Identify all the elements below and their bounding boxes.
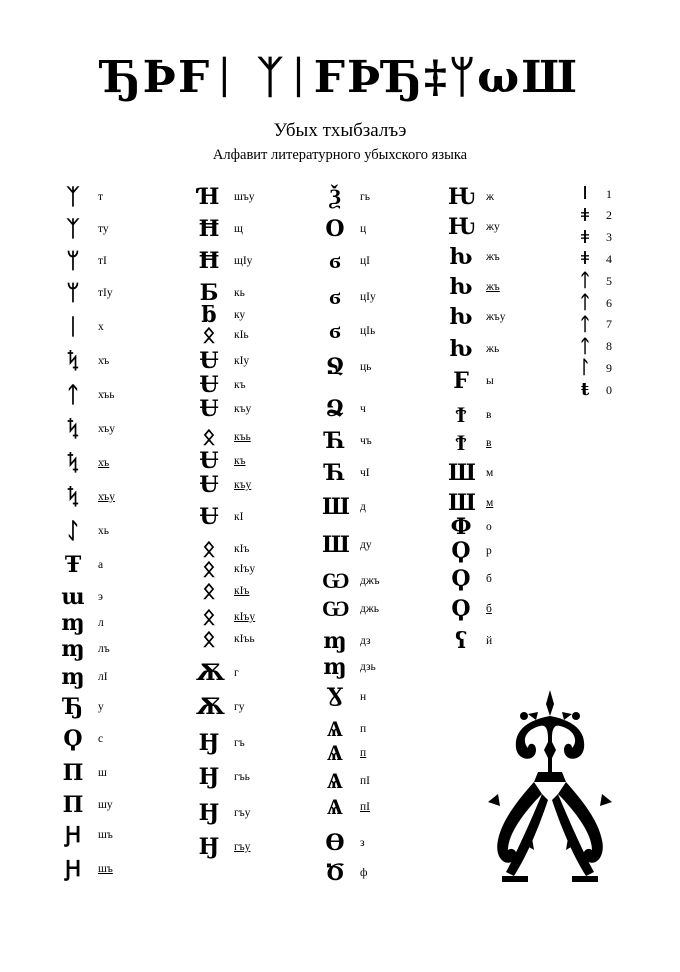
- ubykh-glyph: Ʉ: [199, 472, 219, 498]
- cyrillic-value: гъ: [234, 737, 245, 749]
- ubykh-glyph: Ʉ: [199, 348, 219, 374]
- alphabet-entry: [60, 279, 113, 307]
- ubykh-glyph: Ѳ: [325, 830, 345, 856]
- cyrillic-value: хъу: [98, 423, 116, 435]
- ubykh-glyph: Ѧ: [327, 740, 343, 766]
- alphabet-entry: [196, 215, 243, 243]
- ornamental-emblem-icon: [488, 690, 613, 890]
- cyrillic-value: с: [98, 733, 104, 745]
- ubykh-glyph: Ʉ: [199, 448, 219, 474]
- ubykh-glyph: Ћ: [324, 460, 346, 486]
- ubykh-glyph: Ѧ: [327, 716, 343, 742]
- alphabet-entry: [196, 247, 252, 275]
- ubykh-glyph: Ѫ: [196, 694, 225, 720]
- alphabet-entry: [322, 595, 379, 623]
- alphabet-entry: [60, 609, 104, 637]
- ubykh-glyph: Ɦ: [198, 184, 220, 210]
- cyrillic-value: ду: [360, 539, 372, 551]
- cyrillic-value: ч: [360, 403, 366, 415]
- alphabet-entry: [448, 213, 500, 241]
- ubykh-glyph: Ӈ: [198, 764, 220, 790]
- alphabet-entry: [448, 303, 506, 331]
- alphabet-entry: [322, 531, 372, 559]
- cyrillic-value: у: [98, 701, 104, 713]
- ubykh-glyph: Ջ: [325, 354, 345, 380]
- cyrillic-value: къь: [234, 431, 251, 443]
- numeral-value: 3: [606, 230, 612, 245]
- ubykh-glyph: Ѡ: [322, 596, 350, 622]
- ubykh-glyph: Ϝ: [453, 368, 469, 394]
- ubykh-glyph: ɱ: [61, 636, 85, 662]
- alphabet-entry: [60, 313, 104, 341]
- alphabet-entry: [60, 551, 103, 579]
- ubykh-glyph: ϭ: [329, 318, 341, 344]
- ubykh-glyph: Ο: [325, 216, 345, 242]
- alphabet-entry: [60, 215, 109, 243]
- alphabet-entry: [60, 583, 103, 611]
- cyrillic-value: къу: [234, 479, 252, 491]
- ubykh-glyph: Ѡ: [322, 568, 350, 594]
- alphabet-entry: [448, 429, 491, 457]
- alphabet-entry: [60, 483, 115, 511]
- alphabet-entry: [60, 517, 109, 545]
- cyrillic-value: къу: [234, 403, 252, 415]
- cyrillic-value: хъ: [98, 457, 110, 469]
- alphabet-entry: [196, 625, 255, 653]
- numeral-value: 7: [606, 317, 612, 332]
- cyrillic-value: чъ: [360, 435, 372, 447]
- cyrillic-value: шъ: [98, 863, 113, 875]
- ubykh-glyph: ᛉ: [66, 184, 80, 210]
- ubykh-glyph: Ձ: [325, 396, 345, 422]
- ubykh-glyph: Ϯ: [455, 402, 467, 428]
- alphabet-entry: [448, 183, 494, 211]
- alphabet-entry: [322, 317, 375, 345]
- ubykh-glyph: Ħ: [198, 216, 220, 242]
- ubykh-glyph: Ƕ: [448, 214, 475, 240]
- ubykh-glyph: ᛪ: [66, 348, 80, 374]
- alphabet-entry: [60, 247, 107, 275]
- cyrillic-value: кI: [234, 511, 244, 523]
- cyrillic-value: лъ: [98, 643, 110, 655]
- alphabet-entry: [322, 859, 367, 887]
- cyrillic-value: жъ: [486, 281, 500, 293]
- alphabet-entry: [448, 595, 492, 623]
- numeral-glyph: ǂ: [580, 204, 590, 226]
- cyrillic-value: гъу: [234, 841, 251, 853]
- numeral-value: 5: [606, 273, 612, 288]
- cyrillic-value: п: [360, 723, 367, 735]
- ubykh-glyph: Ŧ: [64, 552, 82, 578]
- ubykh-glyph: Ѧ: [327, 794, 343, 820]
- cyrillic-value: жь: [486, 343, 500, 355]
- alphabet-entry: [322, 215, 366, 243]
- cyrillic-value: ж: [486, 191, 494, 203]
- cyrillic-value: а: [98, 559, 104, 571]
- numeral-glyph: ᛏ: [579, 292, 591, 313]
- ubykh-glyph: Ш: [322, 532, 350, 558]
- ubykh-glyph: ᛪ: [66, 450, 80, 476]
- cyrillic-value: цI: [360, 255, 370, 267]
- alphabet-entry: [196, 763, 250, 791]
- cyrillic-value: ку: [234, 309, 246, 321]
- cyrillic-value: цIу: [360, 291, 376, 303]
- cyrillic-value: дз: [360, 635, 371, 647]
- cyrillic-value: пI: [360, 775, 370, 787]
- cyrillic-value: ш: [98, 767, 107, 779]
- cyrillic-value: ы: [486, 375, 494, 387]
- ubykh-glyph: ɱ: [323, 628, 347, 654]
- alphabet-entry: [196, 183, 255, 211]
- alphabet-entry: [448, 627, 492, 655]
- cyrillic-value: кIъ: [234, 543, 250, 555]
- cyrillic-value: джъ: [360, 575, 380, 587]
- ubykh-glyph: ʕ: [454, 628, 468, 654]
- ubykh-glyph: Ѫ: [196, 660, 225, 686]
- cyrillic-value: т: [98, 191, 104, 203]
- alphabet-entry: [322, 829, 365, 857]
- ubykh-glyph: Ш: [322, 494, 350, 520]
- cyrillic-value: лI: [98, 671, 108, 683]
- ubykh-glyph: Ɣ: [326, 684, 344, 710]
- cyrillic-value: шъ: [98, 829, 113, 841]
- cyrillic-value: чI: [360, 467, 370, 479]
- numeral-glyph: ᛚ: [579, 357, 591, 379]
- ubykh-glyph: ɱ: [61, 610, 85, 636]
- ubykh-glyph: ᛘ: [66, 248, 80, 274]
- cyrillic-value: гъь: [234, 771, 250, 783]
- alphabet-entry: [322, 653, 376, 681]
- cyrillic-value: гъу: [234, 807, 251, 819]
- ubykh-glyph: Ф: [450, 514, 472, 540]
- ubykh-glyph: Ѯ: [329, 184, 341, 210]
- ubykh-glyph: ϭ: [329, 284, 341, 310]
- alphabet-entry: [448, 537, 492, 565]
- alphabet-entry: [196, 321, 249, 349]
- ubykh-glyph: ᛟ: [202, 556, 216, 582]
- ubykh-glyph: Ԩ: [64, 822, 82, 848]
- ubykh-glyph: ᛉ: [66, 216, 80, 242]
- alphabet-entry: [196, 395, 251, 423]
- cyrillic-value: р: [486, 545, 492, 557]
- ubykh-glyph: Ʉ: [199, 396, 219, 422]
- ubykh-glyph: Ӈ: [198, 834, 220, 860]
- alphabet-entry: [322, 793, 370, 821]
- numeral-entry: [576, 379, 612, 401]
- ubykh-glyph: ᛏ: [66, 382, 80, 408]
- ubykh-glyph: ᛇ: [66, 518, 80, 544]
- cyrillic-value: цIь: [360, 325, 376, 337]
- alphabet-entry: [448, 273, 500, 301]
- alphabet-entry: [196, 833, 250, 861]
- ubykh-glyph: Ђ: [63, 694, 83, 720]
- ubykh-glyph: ᛪ: [66, 416, 80, 442]
- cyrillic-value: б: [486, 573, 492, 585]
- ubykh-glyph: Ծ: [325, 860, 345, 886]
- cyrillic-value: кIъь: [234, 633, 255, 645]
- ubykh-glyph: Ʉ: [199, 504, 219, 530]
- alphabet-entry: [60, 347, 109, 375]
- ubykh-glyph: ƕ: [449, 244, 473, 270]
- alphabet-entry: [60, 693, 104, 721]
- cyrillic-value: къ: [234, 455, 246, 467]
- alphabet-entry: [60, 663, 108, 691]
- cyrillic-value: ць: [360, 361, 372, 373]
- cyrillic-value: жъу: [486, 311, 506, 323]
- alphabet-entry: [448, 243, 500, 271]
- title-glyph-text: ЂϷϜᛁ ᛉᛁϜϷЂ‡ᛘωШ: [100, 52, 580, 103]
- cyrillic-value: кIь: [234, 329, 249, 341]
- cyrillic-value: шу: [98, 799, 113, 811]
- cyrillic-value: о: [486, 521, 492, 533]
- alphabet-entry: [322, 739, 366, 767]
- ubykh-glyph: Ћ: [324, 428, 346, 454]
- cyrillic-value: н: [360, 691, 367, 703]
- alphabet-entry: [448, 401, 491, 429]
- alphabet-entry: [322, 247, 370, 275]
- cyrillic-value: хъу: [98, 491, 116, 503]
- cyrillic-value: хъь: [98, 389, 115, 401]
- numeral-glyph: ŧ: [580, 379, 590, 401]
- alphabet-entry: [322, 627, 371, 655]
- numeral-glyph: ᛏ: [579, 335, 591, 357]
- alphabet-entry: [60, 759, 107, 787]
- ubykh-glyph: Ʉ: [199, 372, 219, 398]
- cyrillic-value: й: [486, 635, 493, 647]
- ubykh-glyph: Ƃ: [199, 280, 219, 306]
- alphabet-entry: [322, 567, 380, 595]
- ubykh-glyph: Π: [62, 792, 84, 818]
- ubykh-glyph: Ϙ: [451, 566, 471, 592]
- cyrillic-value: кь: [234, 287, 245, 299]
- ubykh-glyph: ᛪ: [66, 484, 80, 510]
- cyrillic-value: п: [360, 747, 367, 759]
- cyrillic-value: ф: [360, 867, 368, 879]
- alphabet-entry: [322, 493, 366, 521]
- ubykh-glyph: Ш: [448, 490, 476, 516]
- alphabet-entry: [60, 183, 103, 211]
- cyrillic-value: д: [360, 501, 366, 513]
- ubykh-glyph: ɱ: [323, 654, 347, 680]
- cyrillic-value: жу: [486, 221, 500, 233]
- cyrillic-value: м: [486, 467, 494, 479]
- alphabet-entry: [322, 767, 370, 795]
- cyrillic-value: пI: [360, 801, 370, 813]
- cyrillic-value: з: [360, 837, 365, 849]
- cyrillic-value: хь: [98, 525, 109, 537]
- alphabet-entry: [196, 577, 249, 605]
- alphabet-entry: [60, 791, 113, 819]
- alphabet-entry: [322, 459, 370, 487]
- alphabet-entry: [60, 855, 113, 883]
- numeral-value: 6: [606, 295, 612, 310]
- numeral-value: 8: [606, 339, 612, 354]
- ubykh-glyph: Ш: [448, 460, 476, 486]
- cyrillic-value: кIу: [234, 355, 250, 367]
- ubykh-glyph: ɱ: [61, 664, 85, 690]
- ubykh-glyph: Ħ: [198, 248, 220, 274]
- ubykh-glyph: ƃ: [201, 302, 217, 328]
- ubykh-glyph: ᛟ: [202, 604, 216, 630]
- cyrillic-value: б: [486, 603, 492, 615]
- alphabet-entry: [322, 183, 370, 211]
- cyrillic-value: м: [486, 497, 494, 509]
- alphabet-entry: [196, 693, 244, 721]
- ubykh-glyph: ƕ: [449, 336, 473, 362]
- ubykh-glyph: Ϙ: [451, 596, 471, 622]
- ubykh-glyph: ᛟ: [202, 424, 216, 450]
- alphabet-entry: [60, 725, 103, 753]
- ubykh-glyph: ϭ: [329, 248, 341, 274]
- cyrillic-value: в: [486, 437, 492, 449]
- alphabet-entry: [322, 427, 372, 455]
- alphabet-entry: [60, 449, 109, 477]
- ubykh-glyph: ᛟ: [202, 626, 216, 652]
- cyrillic-value: кIъу: [234, 563, 256, 575]
- cyrillic-value: гу: [234, 701, 245, 713]
- numeral-value: 2: [606, 208, 612, 223]
- page-subtitle: Убых тхыбзалъэ: [273, 120, 407, 141]
- ubykh-glyph: Ƕ: [448, 184, 475, 210]
- ubykh-glyph: Ϙ: [63, 726, 83, 752]
- cyrillic-value: джь: [360, 603, 380, 615]
- ubykh-glyph: ᛘ: [66, 280, 80, 306]
- ubykh-glyph: Ӈ: [198, 730, 220, 756]
- ubykh-glyph: Ӈ: [198, 800, 220, 826]
- numeral-glyph: ᛏ: [579, 313, 591, 335]
- numeral-value: 1: [606, 186, 612, 201]
- cyrillic-value: къ: [234, 379, 246, 391]
- cyrillic-value: дзь: [360, 661, 376, 673]
- cyrillic-value: щIу: [234, 255, 253, 267]
- alphabet-entry: [196, 729, 245, 757]
- ubykh-glyph: ɯ: [61, 584, 85, 610]
- alphabet-entry: [60, 821, 113, 849]
- ubykh-glyph: ᛟ: [202, 536, 216, 562]
- numeral-value: 9: [606, 360, 612, 375]
- alphabet-entry: [322, 283, 376, 311]
- numeral-value: 0: [606, 382, 612, 397]
- page-subtitle-secondary: Алфавит литературного убыхского языка: [212, 147, 468, 163]
- cyrillic-value: шъу: [234, 191, 255, 203]
- ubykh-glyph: Π: [62, 760, 84, 786]
- numeral-glyph: ǂ: [580, 248, 590, 270]
- alphabet-entry: [60, 635, 110, 663]
- ubykh-glyph: Ѧ: [327, 768, 343, 794]
- numeral-value: 4: [606, 251, 612, 266]
- alphabet-entry: [196, 471, 251, 499]
- ubykh-glyph: Ԩ: [64, 856, 82, 882]
- alphabet-entry: [448, 459, 493, 487]
- ubykh-glyph: ƕ: [449, 274, 473, 300]
- alphabet-entry: [448, 367, 494, 395]
- numeral-glyph: ǀ: [582, 183, 588, 204]
- alphabet-entry: [60, 381, 115, 409]
- ubykh-glyph: Ϙ: [451, 538, 471, 564]
- cyrillic-value: жъ: [486, 251, 500, 263]
- cyrillic-value: щ: [234, 223, 243, 235]
- cyrillic-value: тI: [98, 255, 107, 267]
- alphabet-entry: [196, 799, 250, 827]
- numeral-glyph: ᛏ: [579, 270, 591, 292]
- cyrillic-value: кIъ: [234, 585, 250, 597]
- alphabet-entry: [196, 659, 239, 687]
- alphabet-entry: [322, 353, 371, 381]
- alphabet-entry: [322, 395, 366, 423]
- cyrillic-value: г: [234, 667, 239, 679]
- ubykh-glyph: ᛟ: [202, 578, 216, 604]
- cyrillic-value: л: [98, 617, 104, 629]
- alphabet-entry: [448, 335, 499, 363]
- alphabet-entry: [322, 683, 366, 711]
- cyrillic-value: в: [486, 409, 492, 421]
- ubykh-glyph: ƕ: [449, 304, 473, 330]
- numeral-glyph: ǂ: [580, 226, 590, 248]
- cyrillic-value: х: [98, 321, 104, 333]
- cyrillic-value: гь: [360, 191, 370, 203]
- cyrillic-value: тIу: [98, 287, 113, 299]
- alphabet-entry: [448, 565, 492, 593]
- cyrillic-value: кIъу: [234, 611, 256, 623]
- ubykh-glyph: ᛟ: [202, 322, 216, 348]
- cyrillic-value: хъ: [98, 355, 110, 367]
- alphabet-entry: [196, 503, 243, 531]
- ubykh-glyph: Ϯ: [455, 430, 467, 456]
- cyrillic-value: э: [98, 591, 103, 603]
- cyrillic-value: ц: [360, 223, 367, 235]
- cyrillic-value: ту: [98, 223, 109, 235]
- ubykh-glyph: ᛁ: [66, 314, 80, 340]
- alphabet-entry: [60, 415, 115, 443]
